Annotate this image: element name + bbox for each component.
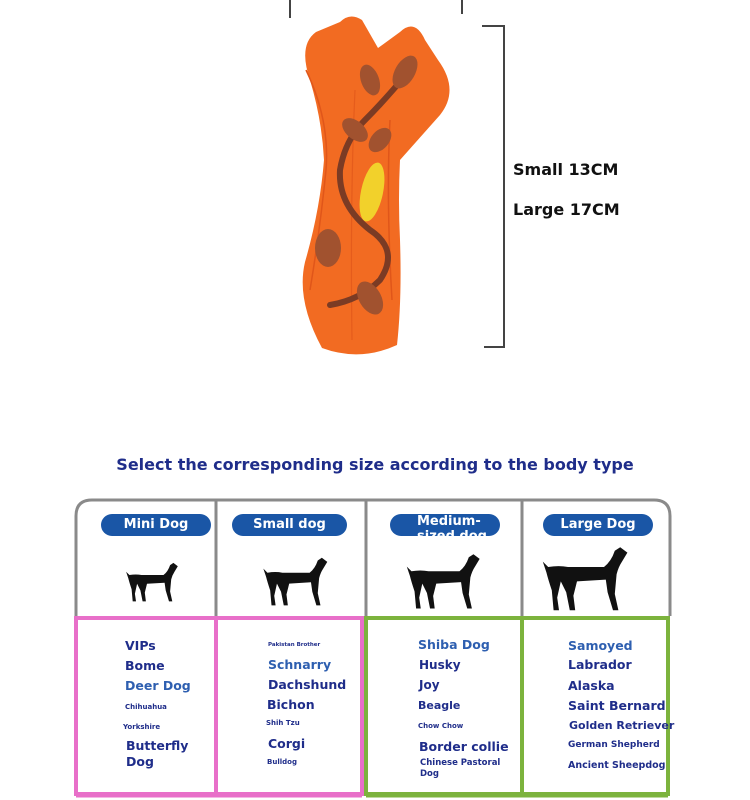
breed-item: Joy [419,678,440,692]
breed-item: Yorkshire [123,723,161,731]
breed-item: Alaska [568,678,615,693]
size-bracket [480,22,510,352]
breed-item: Schnarry [268,657,332,672]
breed-item: Dachshund [268,677,347,692]
mini-dog-pill: Mini Dog [101,514,211,536]
breed-item: Bome [125,658,165,673]
chew-toy-image [290,0,480,370]
breed-item: Chow Chow [418,722,464,730]
breed-item: Corgi [268,736,306,751]
size-small-label: Small 13CM [513,160,619,179]
medium-dog-pill: Medium-sized dog [390,514,500,536]
breed-item: Golden Retriever [569,719,675,732]
breed-item: German Shepherd [568,740,660,750]
breed-item: Border collie [419,739,509,754]
breed-item: Husky [419,658,461,672]
dog-silhouette-icon [540,540,632,612]
breed-item: Labrador [568,657,632,672]
breed-item: Samoyed [568,638,633,653]
breed-item: Dog [126,754,154,769]
breed-item: Ancient Sheepdog [568,760,666,771]
breed-item: Chihuahua [125,703,167,711]
dog-silhouette-icon [405,548,483,610]
breed-item: VIPs [125,638,156,653]
breed-item: Shih Tzu [266,719,300,727]
breed-item: Shiba Dog [418,637,490,652]
breed-item: Pakistan Brother [268,642,321,648]
dog-silhouette-icon [125,558,180,603]
large-dog-pill: Large Dog [543,514,653,536]
breed-item: Bulldog [267,758,297,766]
breed-item: Dog [420,769,439,779]
breed-item: Butterfly [126,738,189,753]
breed-item: Beagle [418,699,461,712]
size-large-label: Large 17CM [513,200,620,219]
small-dog-pill: Small dog [232,514,347,536]
dog-silhouette-icon [262,552,330,607]
breed-item: Saint Bernard [568,698,666,713]
size-guide-heading: Select the corresponding size according to the body type [116,455,634,474]
breed-item: Bichon [267,697,315,712]
breed-item: Chinese Pastoral [420,758,501,768]
breed-item: Deer Dog [125,678,191,693]
